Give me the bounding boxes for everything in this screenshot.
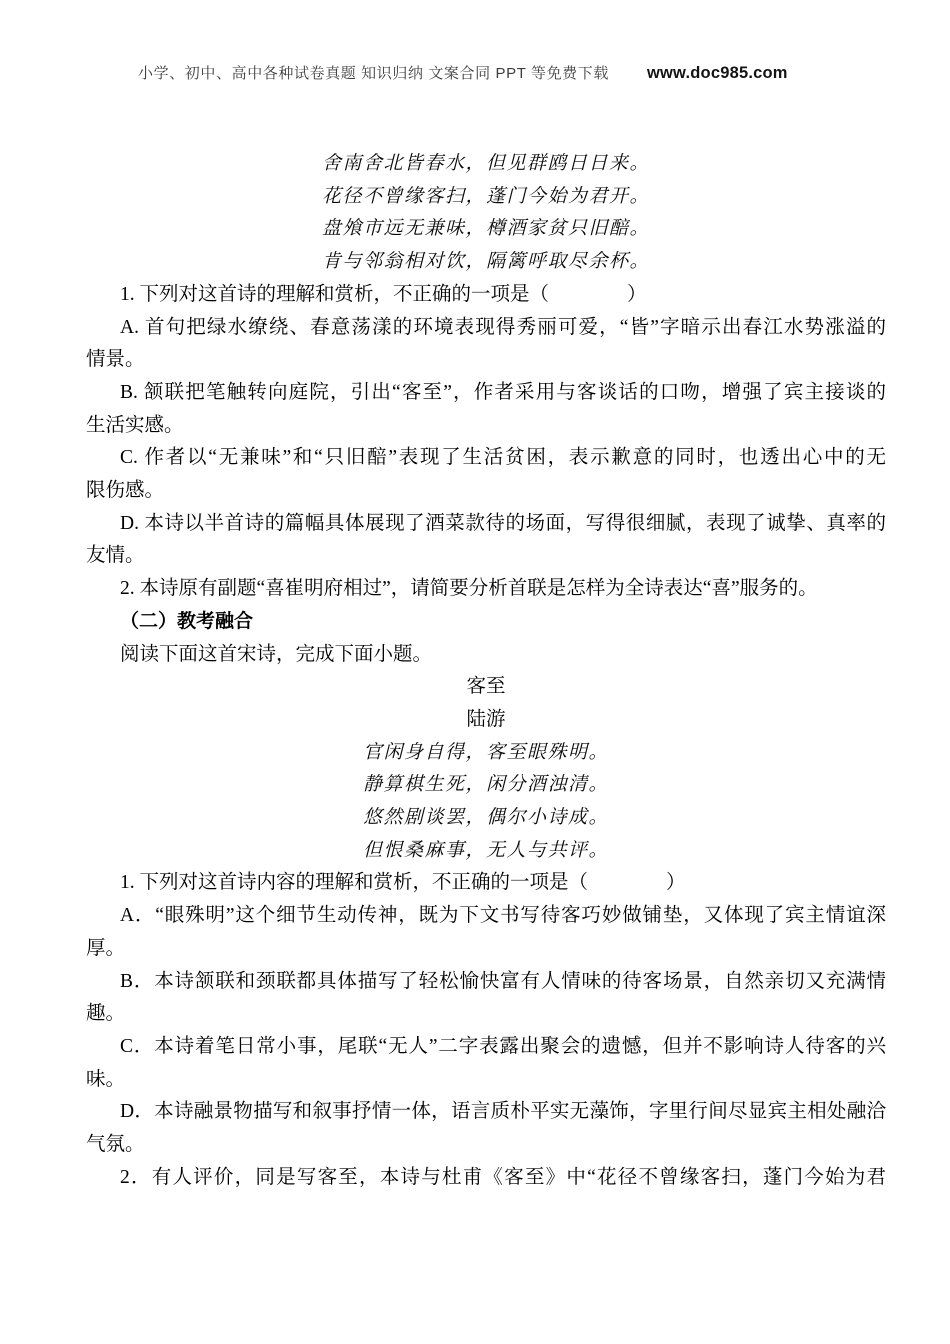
section2-option-b-line-1: B．本诗颔联和颈联都具体描写了轻松愉快富有人情味的待客场景，自然亲切又充满情	[120, 970, 886, 992]
section1-option-b-line-2: 生活实感。	[86, 414, 184, 436]
section1-question-1: 1. 下列对这首诗的理解和赏析，不正确的一项是（ ）	[120, 283, 647, 305]
section1-option-b-line-1: B. 颔联把笔触转向庭院，引出“客至”，作者采用与客谈话的口吻，增强了宾主接谈的	[120, 381, 886, 403]
header-promo-text: 小学、初中、高中各种试卷真题 知识归纳 文案合同 PPT 等免费下载	[138, 65, 609, 82]
section2-option-a-line-2: 厚。	[86, 937, 126, 959]
section2-heading: （二）教考融合	[120, 610, 254, 632]
poem1-line-4: 肯与邻翁相对饮，隔篱呼取尽余杯。	[321, 251, 650, 273]
section1-option-c-line-1: C. 作者以“无兼味”和“只旧醅”表现了生活贫困，表示歉意的同时，也透出心中的无	[120, 447, 886, 469]
section2-option-d-line-2: 气氛。	[86, 1134, 145, 1156]
section2-question-2: 2．有人评价，同是写客至，本诗与杜甫《客至》中“花径不曾缘客扫，蓬门今始为君	[120, 1166, 886, 1188]
poem1-line-2: 花径不曾缘客扫，蓬门今始为君开。	[321, 185, 650, 207]
page-header	[138, 62, 878, 83]
section1-option-d-line-1: D. 本诗以半首诗的篇幅具体展现了酒菜款待的场面，写得很细腻，表现了诚挚、真率的	[120, 512, 886, 534]
section2-question-1: 1. 下列对这首诗内容的理解和赏析，不正确的一项是（ ）	[120, 872, 686, 894]
poem2-title: 客至	[466, 676, 506, 698]
section2-option-c-line-2: 味。	[86, 1068, 126, 1090]
section1-option-d-line-2: 友情。	[86, 545, 145, 567]
section2-option-a-line-1: A．“眼殊明”这个细节生动传神，既为下文书写待客巧妙做铺垫，又体现了宾主情谊深	[120, 905, 886, 927]
poem2-line-4: 但恨桑麻事，无人与共评。	[362, 839, 609, 861]
poem1-line-3: 盘飧市远无兼味，樽酒家贫只旧醅。	[321, 218, 650, 240]
section1-question-2: 2. 本诗原有副题“喜崔明府相过”，请简要分析首联是怎样为全诗表达“喜”服务的。	[120, 578, 818, 600]
poem2-author: 陆游	[466, 708, 506, 730]
section2-intro: 阅读下面这首宋诗，完成下面小题。	[120, 643, 433, 665]
poem1-line-1: 舍南舍北皆春水，但见群鸥日日来。	[321, 153, 650, 174]
section1-option-a-line-2: 情景。	[86, 349, 145, 371]
section1-option-c-line-2: 限伤感。	[86, 480, 165, 502]
poem2-line-2: 静算棋生死，闲分酒浊清。	[362, 774, 609, 796]
section1-option-a-line-1: A. 首句把绿水缭绕、春意荡漾的环境表现得秀丽可爱，“皆”字暗示出春江水势涨溢的	[120, 316, 886, 338]
section2-option-c-line-1: C．本诗着笔日常小事，尾联“无人”二字表露出聚会的遗憾，但并不影响诗人待客的兴	[120, 1035, 886, 1057]
section2-option-d-line-1: D．本诗融景物描写和叙事抒情一体，语言质朴平实无藻饰，字里行间尽显宾主相处融洽	[120, 1101, 886, 1123]
poem2-line-1: 官闲身自得，客至眼殊明。	[362, 741, 609, 763]
header-site-link[interactable]: www.doc985.com	[646, 64, 788, 82]
section2-option-b-line-2: 趣。	[86, 1003, 126, 1025]
poem2-line-3: 悠然剧谈罢，偶尔小诗成。	[362, 807, 609, 829]
document-body	[86, 148, 886, 1195]
